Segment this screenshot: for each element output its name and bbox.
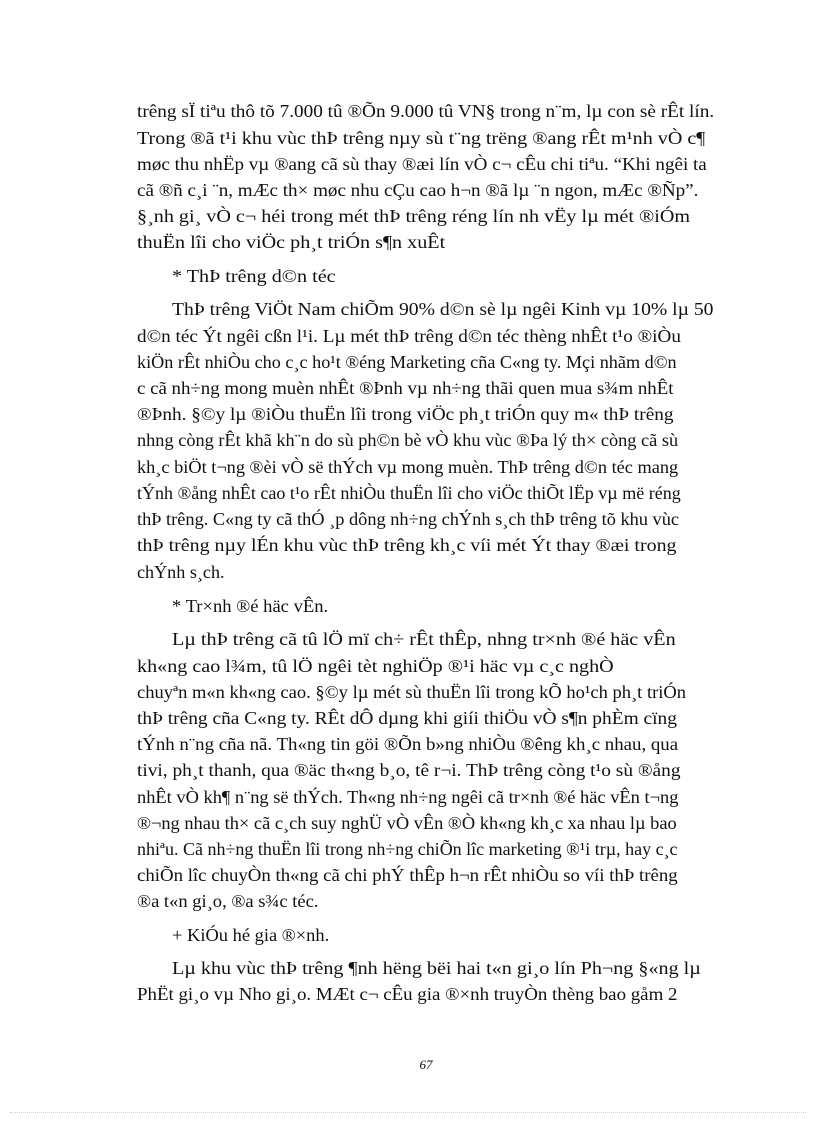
text-line: kh«ng cao l¾m, tû lÖ ngêi tèt nghiÖp ®¹i häc vµ c¸c nghÒ — [137, 656, 614, 676]
text-line: tivi, ph¸t thanh, qua ®äc th«ng b¸o, tê r¬i. ThÞ trêng còng t¹o sù ®ång — [137, 760, 681, 780]
page-edge-divider — [10, 1112, 806, 1113]
text-line: ThÞ trêng ViÖt Nam chiÕm 90% d©n sè lµ ngêi Kinh vµ 10% lµ 50 — [172, 299, 714, 319]
text-line: trêng sÏ tiªu thô tõ 7.000 tû ®Õn 9.000 tû VN§ trong n¨m, lµ con sè rÊt lín. — [137, 101, 715, 121]
text-line: * ThÞ trêng d©n téc — [172, 266, 336, 286]
text-line: kh¸c biÖt t¬ng ®èi vÒ së thÝch vµ mong muèn. ThÞ trêng d©n téc mang — [137, 457, 679, 477]
text-line: Lµ khu vùc thÞ trêng ¶nh hëng bëi hai t«n gi¸o lín Ph¬ng §«ng lµ — [172, 958, 701, 978]
text-line: chÝnh s¸ch. — [137, 562, 225, 582]
text-line: thuËn lîi cho viÖc ph¸t triÓn s¶n xuÊt — [137, 232, 446, 252]
text-line: møc thu nhËp vµ ®ang cã sù thay ®æi lín vÒ c¬ cÊu chi tiªu. “Khi ngêi ta — [137, 154, 707, 174]
text-line: kiÖn rÊt nhiÒu cho c¸c ho¹t ®éng Marketing cña C«ng ty. Mçi nhãm d©n — [137, 352, 677, 372]
text-line: c cã nh÷ng mong muèn nhÊt ®Þnh vµ nh÷ng thãi quen mua s¾m nhÊt — [137, 378, 674, 398]
text-line: + KiÓu hé gia ®×nh. — [172, 925, 330, 945]
page-number: 67 — [419, 1057, 433, 1072]
text-line: tÝnh ®ång nhÊt cao t¹o rÊt nhiÒu thuËn lîi cho viÖc thiÕt lËp vµ më réng — [137, 483, 681, 503]
text-line: thÞ trêng cña C«ng ty. RÊt dÔ dµng khi giíi thiÖu vÒ s¶n phÈm cïng — [137, 708, 677, 728]
text-line: nhiªu. Cã nh÷ng thuËn lîi trong nh÷ng chiÕn lîc marketing ®¹i trµ, hay c¸c — [137, 839, 678, 859]
text-line: thÞ trêng nµy lÉn khu vùc thÞ trêng kh¸c víi mét Ýt thay ®æi trong — [137, 535, 677, 555]
text-line: nhÊt vÒ kh¶ n¨ng së thÝch. Th«ng nh÷ng ngêi cã tr×nh ®é häc vÊn t¬ng — [137, 787, 679, 807]
text-line: ®¬ng nhau th× cã c¸ch suy nghÜ vÒ vÊn ®Ò kh«ng kh¸c xa nhau lµ bao — [137, 813, 677, 833]
text-line: nhng còng rÊt khã kh¨n do sù ph©n bè vÒ khu vùc ®Þa lý th× còng cã sù — [137, 430, 679, 450]
text-line: §¸nh gi¸ vÒ c¬ héi trong mét thÞ trêng réng lín nh vËy lµ mét ®iÓm — [137, 206, 691, 226]
text-line: thÞ trêng. C«ng ty cã thÓ ¸p dông nh÷ng chÝnh s¸ch thÞ trêng tõ khu vùc — [137, 509, 680, 529]
text-line: Lµ thÞ trêng cã tû lÖ mï ch÷ rÊt thÊp, nhng tr×nh ®é häc vÊn — [172, 629, 676, 649]
text-line: chiÕn lîc chuyÒn th«ng cã chi phÝ thÊp h¬n rÊt nhiÒu so víi thÞ trêng — [137, 865, 678, 885]
text-line: d©n téc Ýt ngêi cßn l¹i. Lµ mét thÞ trêng d©n téc thèng nhÊt t¹o ®iÒu — [137, 326, 681, 346]
text-line: chuyªn m«n kh«ng cao. §©y lµ mét sù thuËn lîi trong kÕ ho¹ch ph¸t triÓn — [137, 682, 687, 702]
text-line: tÝnh n¨ng cña nã. Th«ng tin göi ®Õn b»ng nhiÒu ®êng kh¸c nhau, qua — [137, 734, 679, 754]
text-line: ®Þnh. §©y lµ ®iÒu thuËn lîi trong viÖc ph¸t triÓn quy m« thÞ trêng — [137, 404, 674, 424]
text-line: ®a t«n gi¸o, ®a s¾c téc. — [137, 891, 319, 911]
text-line: PhËt gi¸o vµ Nho gi¸o. MÆt c¬ cÊu gia ®×nh truyÒn thèng bao gåm 2 — [137, 984, 678, 1004]
text-line: * Tr×nh ®é häc vÊn. — [172, 596, 329, 616]
text-line: Trong ®ã t¹i khu vùc thÞ trêng nµy sù t¨ng trëng ®ang rÊt m¹nh vÒ c¶ — [137, 128, 706, 148]
text-line: cã ®ñ c¸i ¨n, mÆc th× møc nhu cÇu cao h¬n ®ã lµ ¨n ngon, mÆc ®Ñp”. — [137, 180, 699, 200]
